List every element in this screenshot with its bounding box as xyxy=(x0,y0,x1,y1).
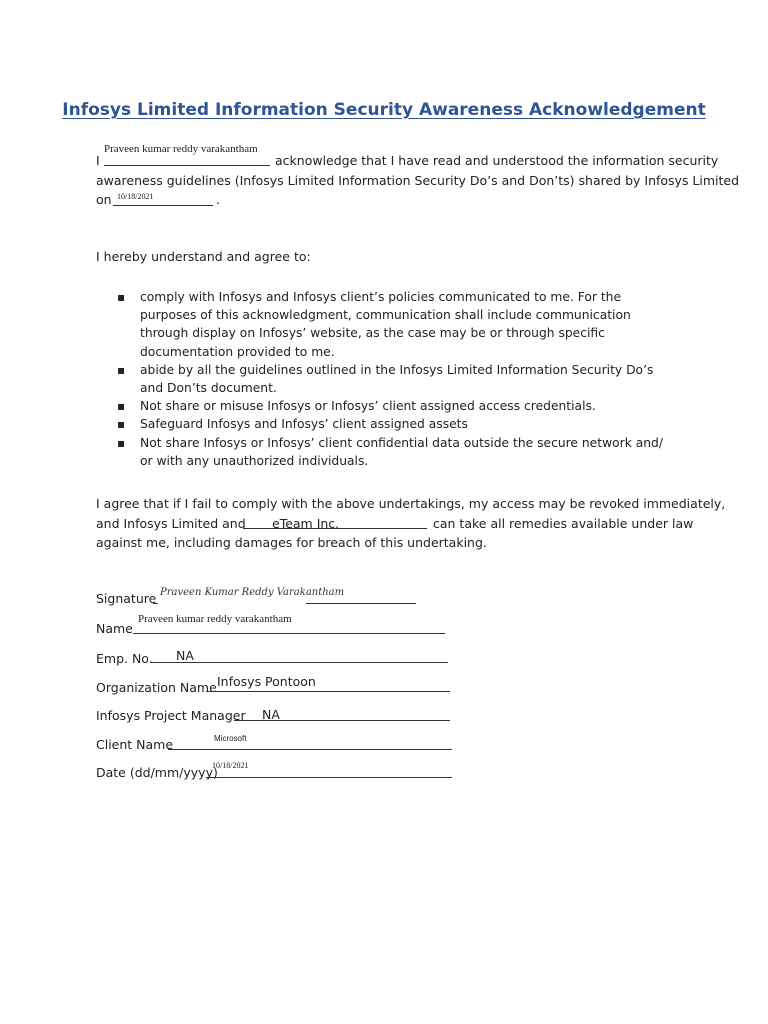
ack-date-line xyxy=(113,205,213,206)
ack-period: . xyxy=(216,192,220,207)
org-value: Infosys Pontoon xyxy=(217,674,316,689)
date-label: Date (dd/mm/yyyy) xyxy=(96,765,218,780)
ack-signer-name: Praveen kumar reddy varakantham xyxy=(104,143,258,155)
ack-line1: acknowledge that I have read and understood the information security xyxy=(275,153,719,168)
list-item: ▪ comply with Infosys and Infosys client’s policies communicated to me. For the purposes of this acknowledgment, communication shall include communication through display on Infosys’ website, as the case may be or through specific documentation provided to me. xyxy=(117,288,677,361)
pm-value: NA xyxy=(262,707,280,722)
signature-line-right xyxy=(306,603,416,604)
agreement-list xyxy=(117,288,677,470)
org-label: Organization Name xyxy=(96,680,217,695)
undertaking-company: eTeam Inc. xyxy=(272,516,340,531)
ack-line2: awareness guidelines (Infosys Limited Information Security Do’s and Don’ts) shared by Infosys Limited xyxy=(96,173,740,188)
signature-line-left xyxy=(153,603,158,604)
signature-label: Signature xyxy=(96,591,157,606)
name-value: Praveen kumar reddy varakantham xyxy=(138,613,292,625)
signature-value: Praveen Kumar Reddy Varakantham xyxy=(160,587,345,598)
document-title: Infosys Limited Information Security Awareness Acknowledgement xyxy=(62,100,706,120)
ack-prefix: I xyxy=(96,153,100,168)
emp-line xyxy=(150,662,448,663)
pm-line xyxy=(234,720,450,721)
list-item: ▪ Safeguard Infosys and Infosys’ client assigned assets xyxy=(117,415,677,433)
emp-value: NA xyxy=(176,648,194,663)
undertaking-line1: I agree that if I fail to comply with the above undertakings, my access may be revoked immediately, xyxy=(96,496,726,511)
agree-intro: I hereby understand and agree to: xyxy=(96,249,311,264)
pm-label: Infosys Project Manager xyxy=(96,708,246,723)
client-value: Microsoft xyxy=(214,734,247,743)
client-label: Client Name xyxy=(96,737,174,752)
ack-name-line xyxy=(104,165,270,166)
date-value: 10/18/2021 xyxy=(212,761,249,770)
list-item: ▪ Not share Infosys or Infosys’ client confidential data outside the secure network and/ or with any unauthorized individuals. xyxy=(117,434,677,470)
org-line xyxy=(206,691,450,692)
date-line xyxy=(206,777,452,778)
client-line xyxy=(168,749,452,750)
undertaking-line3: against me, including damages for breach of this undertaking. xyxy=(96,535,487,550)
undertaking-company-line xyxy=(243,528,427,529)
undertaking-line2-before: and Infosys Limited and xyxy=(96,516,246,531)
undertaking-line2-after: can take all remedies available under law xyxy=(433,516,694,531)
name-label: Name xyxy=(96,621,133,636)
name-line xyxy=(133,633,445,634)
list-item: ▪ abide by all the guidelines outlined in the Infosys Limited Information Security Do’s and Don’ts document. xyxy=(117,361,677,397)
ack-on-label: on xyxy=(96,192,112,207)
list-item: ▪ Not share or misuse Infosys or Infosys’ client assigned access credentials. xyxy=(117,397,677,415)
emp-label: Emp. No. xyxy=(96,651,153,666)
ack-date: 10/18/2021 xyxy=(117,192,154,201)
